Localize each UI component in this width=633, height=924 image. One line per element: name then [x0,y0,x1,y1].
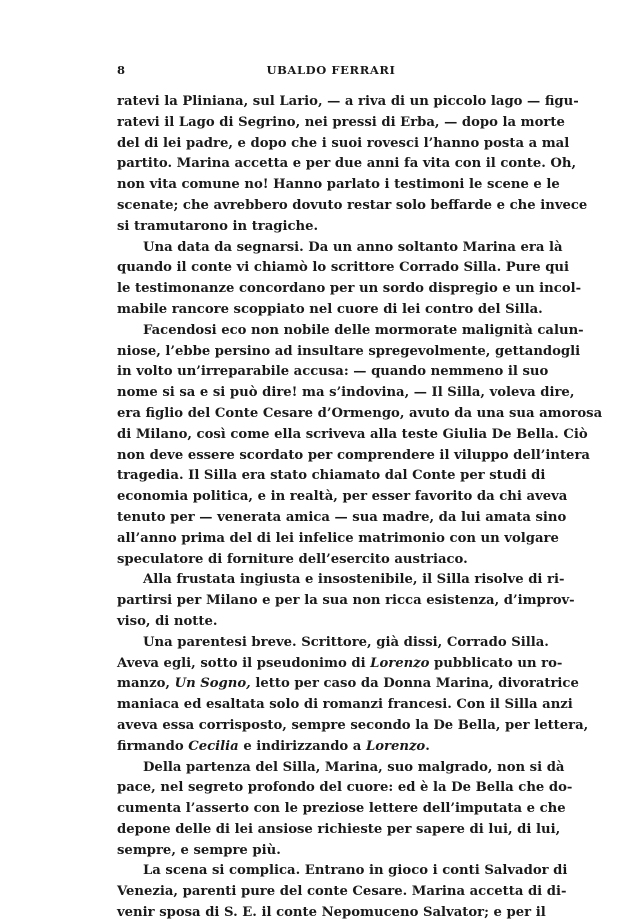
text-line [117,695,573,716]
text-line [117,196,588,217]
text-run: mabile rancore scoppiato nel cuore di lei contro del Silla. [117,301,543,317]
paragraph [117,92,588,238]
text-run: Facendosi eco non nobile delle mormorate malignità calun- [143,322,584,338]
text-run: nome si sa e si può dire! ma s’indovina, — Il Silla, voleva dire, [117,385,575,401]
text-run: pace, nel segreto profondo del cuore: ed è la De Bella che do- [117,780,573,796]
text-line [117,238,563,259]
text-run: manzo, [117,676,175,692]
text-line [117,425,588,446]
text-line [117,300,545,321]
text-run: pubblicato un ro- [429,655,563,671]
text-run: Una data da segnarsi. Da un anno soltanto Marina era là [143,239,563,255]
text-run: e indirizzando a [238,738,366,754]
text-line [117,758,565,779]
text-line [117,404,603,425]
text-line [117,570,565,591]
text-line [117,882,567,903]
text-run: ratevi la Pliniana, sul Lario, — a riva di un piccolo lago — figu- [117,94,579,109]
text-line [117,861,568,882]
text-line [117,716,589,737]
text-run: Venezia, parenti pure del conte Cesare. Marina accetta di di- [117,884,567,900]
text-run: tragedia. Il Silla era stato chiamato dal Conte per studi di [117,468,546,484]
text-line [117,362,549,383]
italic-title: Lorenzo [370,655,430,671]
text-run: ratevi il Lago di Segrino, nei pressi di Erba, — dopo la morte [117,114,565,130]
text-run: le testimonanze concordano per un sordo dispregio e un incol- [117,281,582,297]
text-run: sempre, e sempre più. [117,842,281,858]
text-run: . [425,738,430,754]
text-run: scenate; che avrebbero dovuto restar solo beffarde e che invece [117,197,588,213]
text-run: niose, l’ebbe persino ad insultare spregevolmente, gettandogli [117,343,581,359]
text-line [117,279,582,300]
paragraph [117,321,603,571]
text-run: quando il conte vi chiamò lo scrittore Corrado Silla. Pure qui [117,260,570,276]
text-line [117,154,577,175]
text-run: non deve essere scordato per comprendere il viluppo dell’intera [117,447,590,463]
text-line [117,820,561,841]
text-line [117,508,567,529]
text-line [117,383,575,404]
text-run: Della partenza del Silla, Marina, suo malgrado, non si dà [143,759,565,775]
text-line [117,633,549,654]
text-run: di Milano, così come ella scriveva alla teste Giulia De Bella. Ciò [117,426,588,442]
text-run: tenuto per — venerata amica — sua madre, da lui amata sino [117,509,567,525]
text-run: partito. Marina accetta e per due anni fa vita con il conte. Oh, [117,156,577,172]
text-line [117,217,545,238]
text-run: si tramutarono in tragiche. [117,218,319,234]
text-line [117,903,545,924]
text-line [117,92,579,113]
text-line [117,841,545,862]
text-run: economia politica, e in realtà, per esser favorito da chi aveva [117,489,568,505]
text-run: speculatore di forniture dell’esercito austriaco. [117,551,468,567]
text-line [117,134,570,155]
text-line [117,321,584,342]
text-run: Una parentesi breve. Scrittore, già dissi, Corrado Silla. [143,634,549,650]
text-run: in volto un’irreparabile accusa: — quando nemmeno il suo [117,364,549,380]
text-line [117,654,563,675]
text-run: Aveva egli, sotto il pseudonimo di [117,655,371,671]
body-text [117,92,603,924]
text-line [117,612,545,633]
text-run: aveva essa corrisposto, sempre secondo la De Bella, per lettera, [117,717,589,733]
text-line [117,258,570,279]
page-number: 8 [117,63,126,77]
text-line [117,737,545,758]
text-run: Alla frustata ingiusta e insostenibile, il Silla risolve di ri- [143,572,565,588]
text-line [117,175,560,196]
text-run: depone delle di lei ansiose richieste per sapere di lui, di lui, [117,821,561,837]
text-run: del di lei padre, e dopo che i suoi rovesci l’hanno posta a mal [117,135,570,151]
text-line [117,591,575,612]
text-run: letto per caso da Donna Marina, divoratrice [250,676,579,692]
paragraph [117,238,582,321]
text-run: firmando [117,738,189,754]
paragraph [117,861,568,923]
text-run: non vita comune no! Hanno parlato i testimoni le scene e le [117,177,560,193]
text-line [117,446,590,467]
text-run: partirsi per Milano e per la sua non ricca esistenza, d’improv- [117,593,575,609]
italic-title: Cecilia [188,738,239,754]
paragraph [117,633,589,758]
text-run: era figlio del Conte Cesare d’Ormengo, avuto da una sua amorosa [117,405,603,421]
text-run: all’anno prima del di lei infelice matrimonio con un volgare [117,530,559,546]
text-line [117,778,573,799]
paragraph [117,758,573,862]
text-run: venir sposa di S. E. il conte Nepomuceno Salvator; e per il [117,905,546,921]
text-line [117,487,568,508]
text-run: cumenta l’asserto con le preziose lettere dell’imputata e che [117,801,566,817]
text-run: maniaca ed esaltata solo di romanzi francesi. Con il Silla anzi [117,697,573,713]
text-line [117,342,581,363]
paragraph [117,570,575,632]
text-line [117,466,545,487]
text-line [117,799,566,820]
italic-title: Un Sogno, [174,676,251,692]
running-head: UBALDO FERRARI [266,63,396,77]
text-line [117,529,559,550]
text-line [117,113,565,134]
text-line [117,550,545,571]
text-run: La scena si complica. Entrano in gioco i conti Salvador di [143,863,568,879]
text-run: viso, di notte. [117,613,218,629]
italic-title: Lorenzo [365,738,426,754]
page-header [117,63,545,79]
text-line [117,674,579,695]
